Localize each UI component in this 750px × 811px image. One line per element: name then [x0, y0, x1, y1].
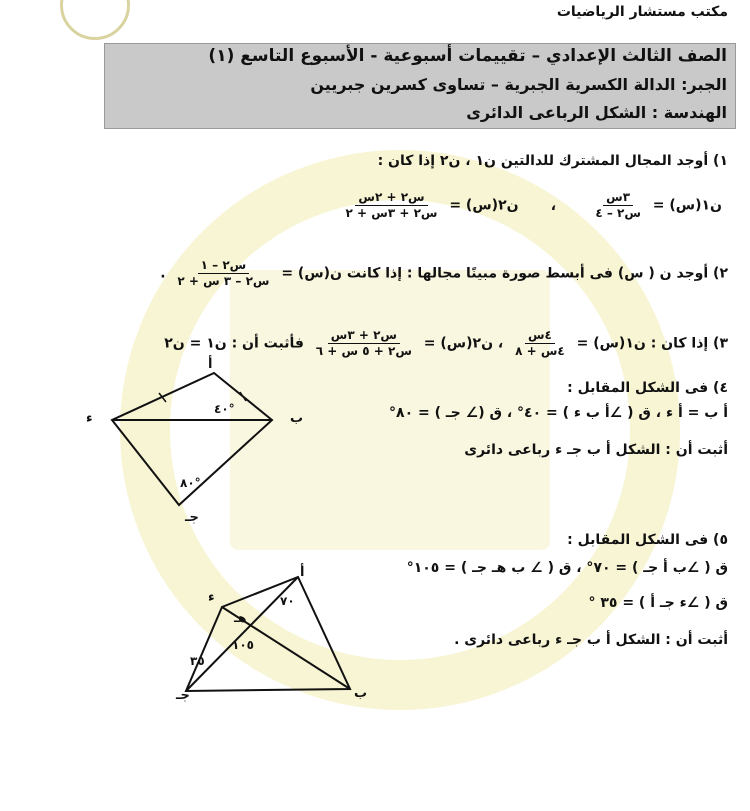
q2-line [160, 258, 728, 289]
q1-f1-fraction [592, 190, 644, 221]
office-name: مكتب مستشار الرياضيات [556, 4, 728, 20]
q4-label-a: أ [208, 357, 213, 372]
q1-functions [339, 190, 722, 221]
geometry-topic: الهندسة : الشكل الرباعى الدائرى [466, 103, 727, 122]
q5-text3: ق ( ∠ء جـ أ ) = ٣٥ ° [588, 595, 728, 611]
q3-f1-denominator: ٤س + ٨ [515, 344, 565, 358]
q4-angle-b: ٤٠° [214, 402, 235, 416]
worksheet-title: الصف الثالث الإعدادي – تقييمات أسبوعية - الأسبوع التاسع (١) [208, 46, 727, 66]
q2-denominator: س٢ – ٣ س + ٢ [177, 274, 270, 288]
q2-numerator: س٢ – ١ [198, 258, 250, 274]
q5-label-c: جـ [176, 688, 190, 703]
q3-text: ٣) إذا كان : ن١(س) = [576, 335, 728, 352]
q4-figure [100, 355, 300, 530]
q1-f2-name: ن٢(س) = [449, 197, 519, 214]
q4-label-b: ب [290, 411, 304, 426]
q3-f2-denominator: س٢ + ٥ س + ٦ [315, 344, 412, 358]
q1-f1-denominator: س٢ – ٤ [595, 206, 641, 220]
q3-f1-fraction [512, 328, 568, 359]
q5-label-b: ب [354, 686, 368, 701]
q3-f2-fraction [313, 328, 415, 359]
q1-separator: ، [550, 197, 557, 214]
logo-seal [60, 0, 130, 40]
q5-text2: ق ( ∠ب أ جـ ) = ٧٠° ، ق ( ∠ ب هـ جـ ) = ١٠٥° [406, 560, 728, 576]
q4-tick-ab [240, 392, 246, 401]
q5-label-e: هـ [234, 611, 247, 625]
q3-end: فأثبت أن : ن١ = ن٢ [164, 335, 304, 352]
q1-f1-numerator: ٣س [603, 190, 633, 206]
q4-angle-c: ٨٠° [180, 476, 201, 490]
q5-angle-a: ٧٠ [280, 594, 295, 608]
q5-label-a: أ [300, 565, 305, 580]
q5-text1: ٥) فى الشكل المقابل : [567, 532, 728, 548]
q3-mid: ، ن٢(س) = [423, 335, 504, 352]
header-box [104, 43, 736, 129]
q4-text1: ٤) فى الشكل المقابل : [567, 380, 728, 396]
q4-text3: أثبت أن : الشكل أ ب جـ ء رباعى دائرى [464, 442, 728, 458]
q2-fraction [174, 258, 272, 289]
q5-label-d: ء [208, 590, 215, 605]
q5-angle-c: ٣٥ [190, 654, 205, 668]
q1-text: ١) أوجد المجال المشترك للدالتين ن١ ، ن٢ إذا كان : [377, 153, 728, 169]
q1-f1-name: ن١(س) = [652, 197, 722, 214]
q4-text2: أ ب = أ ء ، ق ( ∠أ ب ء ) = ٤٠° ، ق (∠ جـ ) = ٨٠° [389, 405, 728, 421]
q1-f2-denominator: س٢ + ٣س + ٢ [345, 206, 438, 220]
q1-f2-fraction [343, 190, 441, 221]
q4-label-c: جـ [185, 510, 199, 525]
q4-label-d: ء [86, 411, 93, 426]
q2-text: ٢) أوجد ن ( س) فى أبسط صورة مبينًا مجالها : إذا كانت ن(س) = [281, 265, 728, 282]
q5-text4: أثبت أن : الشكل أ ب جـ ء رباعى دائرى . [454, 632, 728, 648]
q5-figure [160, 565, 370, 705]
q5-angle-e: ١٠٥ [232, 638, 254, 652]
q2-end: . [160, 265, 166, 282]
q3-f2-numerator: س٢ + ٣س [328, 328, 400, 344]
algebra-topic: الجبر: الدالة الكسرية الجبرية – تساوى كسرين جبريين [310, 75, 727, 94]
q3-f1-numerator: ٤س [525, 328, 555, 344]
q1-f2-numerator: س٢ + ٢س [355, 190, 427, 206]
